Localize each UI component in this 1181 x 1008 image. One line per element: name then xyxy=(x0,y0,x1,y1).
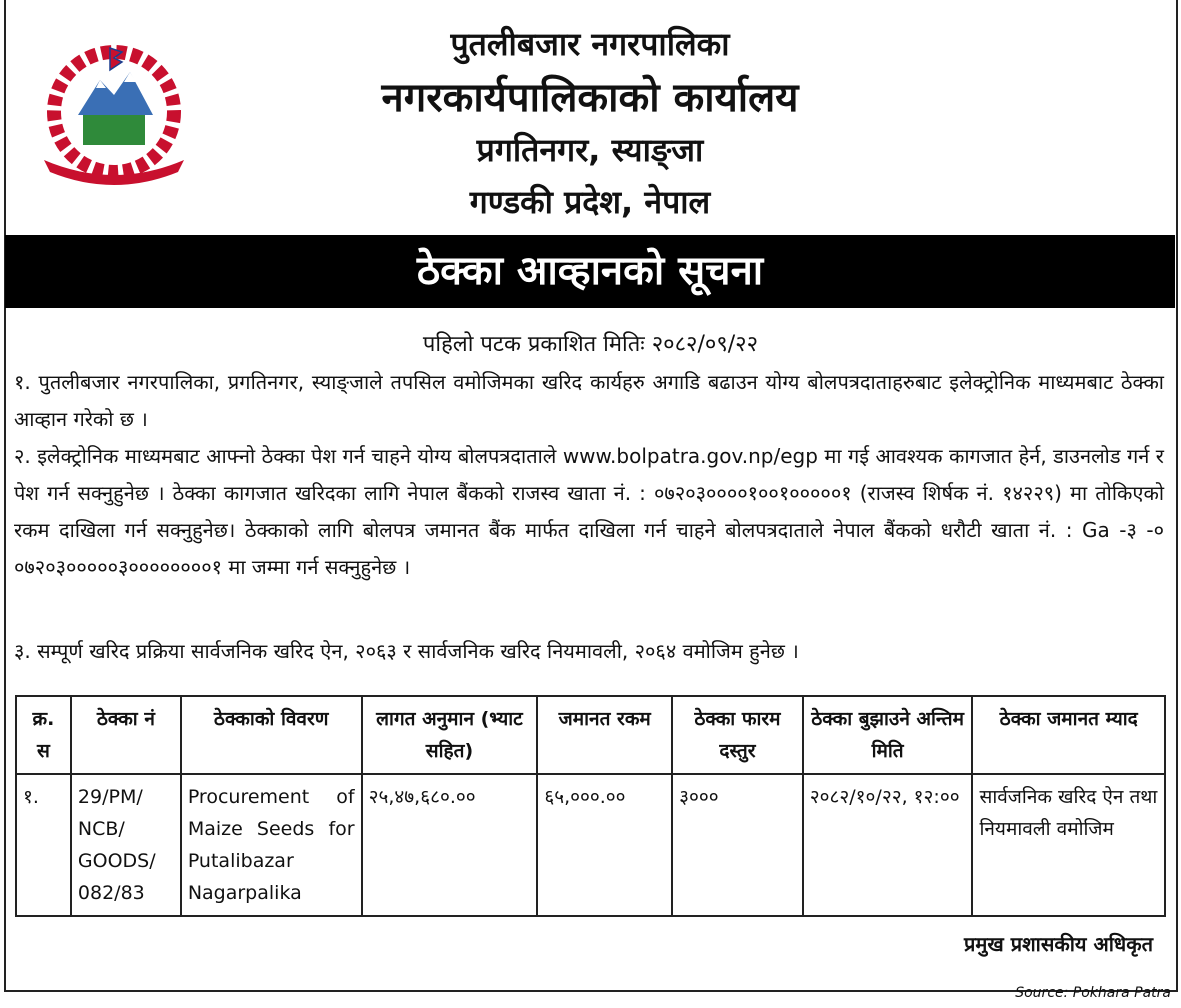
cell-sn: १. xyxy=(16,774,71,916)
col-header: ठेक्का बुझाउने अन्तिम मिति xyxy=(803,696,973,774)
col-header: क्र. स xyxy=(16,696,71,774)
col-header: लागत अनुमान (भ्याट सहित) xyxy=(362,696,538,774)
table-header-row xyxy=(16,696,1165,774)
province: गण्डकी प्रदेश, नेपाल xyxy=(469,183,711,221)
office-name: नगरकार्यपालिकाको कार्यालय xyxy=(381,75,799,121)
cell-contract-no: 29/PM/ NCB/ GOODS/ 082/83 xyxy=(71,774,181,916)
col-header: ठेक्का जमानत म्याद xyxy=(972,696,1165,774)
cell-deadline: २०८२/१०/२२, १२:०० xyxy=(803,774,973,916)
cell-form-fee: ३००० xyxy=(672,774,803,916)
col-header: ठेक्काको विवरण xyxy=(181,696,362,774)
cell-cost-estimate: २५,४७,६८०.०० xyxy=(362,774,538,916)
source-credit: Source: Pokhara Patra xyxy=(1015,985,1171,1001)
cell-bid-security: ६५,०००.०० xyxy=(537,774,672,916)
paragraph-3: ३. सम्पूर्ण खरिद प्रक्रिया सार्वजनिक खरिद ऐन, २०६३ र सार्वजनिक खरिद नियमावली, २०६४ वमोजिम हुनेछ । xyxy=(14,639,799,663)
published-date: पहिलो पटक प्रकाशित मितिः २०८२/०९/२२ xyxy=(422,332,759,357)
cell-description: Procurement of Maize Seeds for Putalibazar Nagarpalika xyxy=(181,774,362,916)
col-header: ठेक्का नं xyxy=(71,696,181,774)
paragraph-1: १. पुतलीबजार नगरपालिका, प्रगतिनगर, स्याङ्जाले तपसिल वमोजिमका खरिद कार्यहरु अगाडि बढाउन योग्य बोलपत्रदाताहरुबाट इलेक्ट्रोनिक माध्यमबाट ठेक्का आव्हान गरेको छ । xyxy=(14,370,1164,431)
tender-table xyxy=(15,695,1166,917)
table-row xyxy=(16,774,1165,916)
signatory: प्रमुख प्रशासकीय अधिकृत xyxy=(964,932,1153,956)
notice-title: ठेक्का आव्हानको सूचना xyxy=(5,235,1175,308)
col-header: ठेक्का फारम दस्तुर xyxy=(672,696,803,774)
paragraph-2: २. इलेक्ट्रोनिक माध्यमबाट आफ्नो ठेक्का पेश गर्न चाहने योग्य बोलपत्रदाताले www.bolpatra.gov.np/egp मा गई आवश्यक कागजात हेर्न, डाउनलोड गर्न र पेश गर्न सक्नुहुनेछ । ठेक्का कागजात खरिदका लागि नेपाल बैंकको राजस्व खाता नं. : ०७२०३००००१००१०००००१ (राजस्व शिर्षक नं. १४२२९) मा तोकिएको रकम दाखिला गर्न सक्नुहुनेछ। ठेक्काको लागि बोलपत्र जमानत बैंक मार्फत दाखिला गर्न चाहने बोलपत्रदाताले नेपाल बैंकको धरौटी खाता नं. : Ga -३ -० ०७२०३०००००३००००००००१ मा जम्मा गर्न सक्नुहुनेछ । xyxy=(14,444,1164,579)
municipality-name: पुतलीबजार नगरपालिका xyxy=(450,25,730,63)
nepal-emblem-icon xyxy=(38,40,190,185)
col-header: जमानत रकम xyxy=(537,696,672,774)
cell-security-validity: सार्वजनिक खरिद ऐन तथा नियमावली वमोजिम xyxy=(972,774,1165,916)
office-address: प्रगतिनगर, स्याङ्जा xyxy=(476,131,704,169)
